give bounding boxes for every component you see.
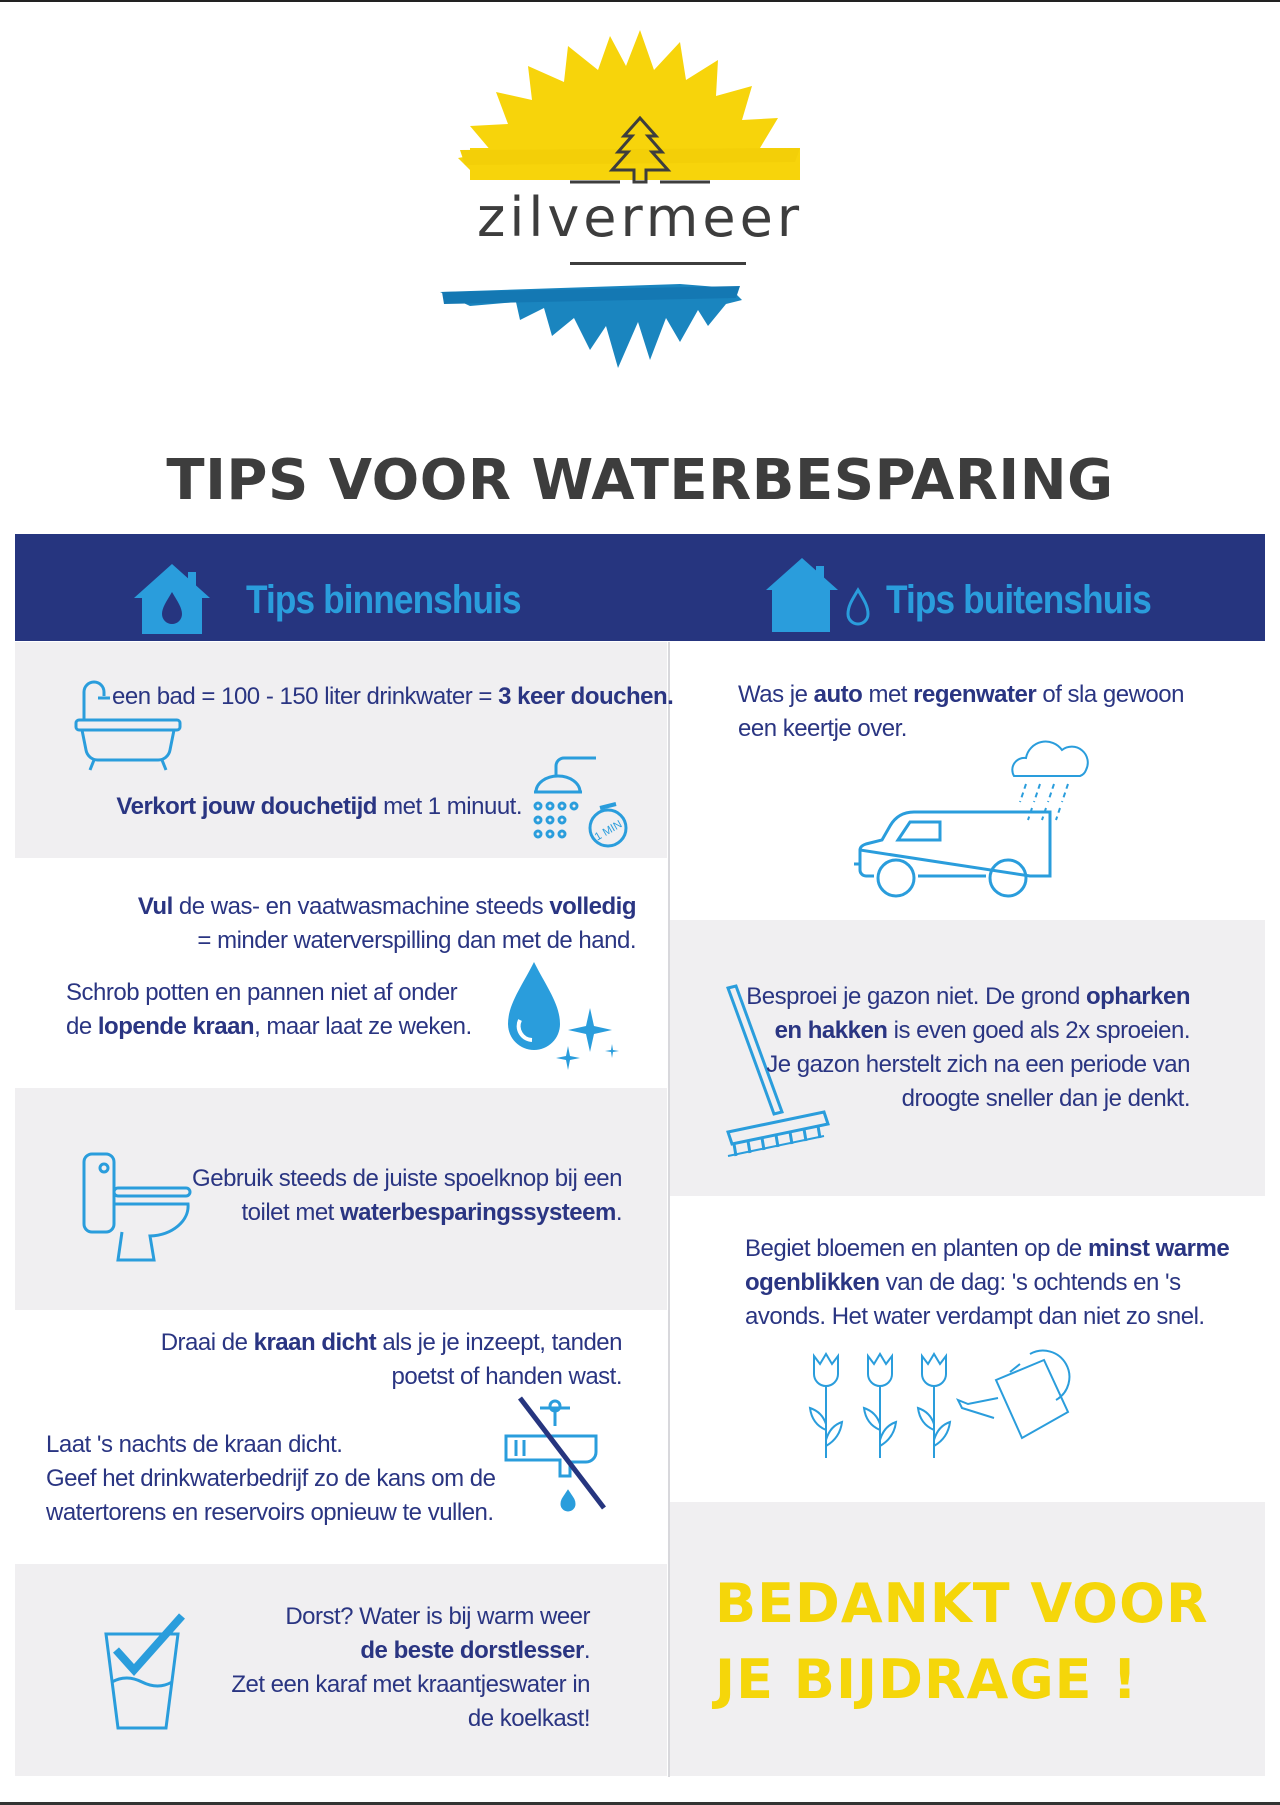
svg-text:1 MIN: 1 MIN	[592, 818, 625, 844]
sun-icon	[458, 30, 800, 180]
house-drop-outdoor-icon	[764, 556, 874, 636]
brand-name: zilvermeer	[476, 186, 804, 249]
tip-bath-text: een bad = 100 - 150 liter drinkwater = 3 keer douchen.	[112, 683, 674, 710]
watering-can-icon	[958, 1351, 1069, 1438]
van-cloud-icon	[854, 720, 1104, 920]
indoor-column-title: Tips binnenshuis	[246, 578, 521, 622]
tulips-watering-can-icon	[808, 1350, 1128, 1466]
tip-machine-text: Vul de was- en vaatwasmachine steeds volledig = minder waterverspilling dan met de hand.	[137, 893, 636, 954]
thanks-message: BEDANKT VOOR JE BIJDRAGE !	[715, 1572, 1209, 1711]
tip-night-text: Laat 's nachts de kraan dicht. Geef het drinkwaterbedrijf zo de kans om de watertorens en reservoirs opnieuw te vullen.	[46, 1431, 496, 1526]
tip-pans-text: Schrob potten en pannen niet af onder de lopende kraan, maar laat ze weken.	[66, 979, 472, 1040]
tap-crossed-icon	[500, 1396, 612, 1514]
zilvermeer-logo	[440, 30, 840, 420]
house-drop-icon	[132, 562, 212, 634]
tip-lawn-text: Besproei je gazon niet. De grond opharken en hakken is even goed als 2x sproeien. Je gazon herstelt zich na een periode van droogte sneller dan je denkt.	[746, 983, 1190, 1112]
outdoor-column-title: Tips buitenshuis	[886, 578, 1151, 622]
tip-tap-text: Draai de kraan dicht als je je inzeept, tanden poetst of handen wast.	[160, 1329, 622, 1390]
tip-toilet-text: Gebruik steeds de juiste spoelknop bij een toilet met waterbesparingssysteem.	[192, 1165, 622, 1226]
column-divider	[668, 642, 670, 1777]
tip-shower-text: Verkort jouw douchetijd met 1 minuut.	[116, 793, 522, 820]
reflection-icon	[440, 284, 742, 368]
drop-sparkle-icon	[504, 960, 622, 1074]
tulip-icon	[810, 1354, 842, 1458]
tip-car-text: Was je auto met regenwater of sla gewoon een keertje over.	[738, 681, 1184, 742]
page-title: TIPS VOOR WATERBESPARING	[166, 448, 1114, 513]
glass-check-icon	[104, 1612, 186, 1732]
tip-flowers-text: Begiet bloemen en planten op de minst warme ogenblikken van de dag: 's ochtends en 's avonds. Het water verdampt dan niet zo snel.	[745, 1235, 1230, 1330]
tip-thirst-text: Dorst? Water is bij warm weer de beste dorstlesser. Zet een karaf met kraantjeswater in de koelkast!	[231, 1603, 590, 1732]
shower-timer-icon	[526, 756, 632, 852]
